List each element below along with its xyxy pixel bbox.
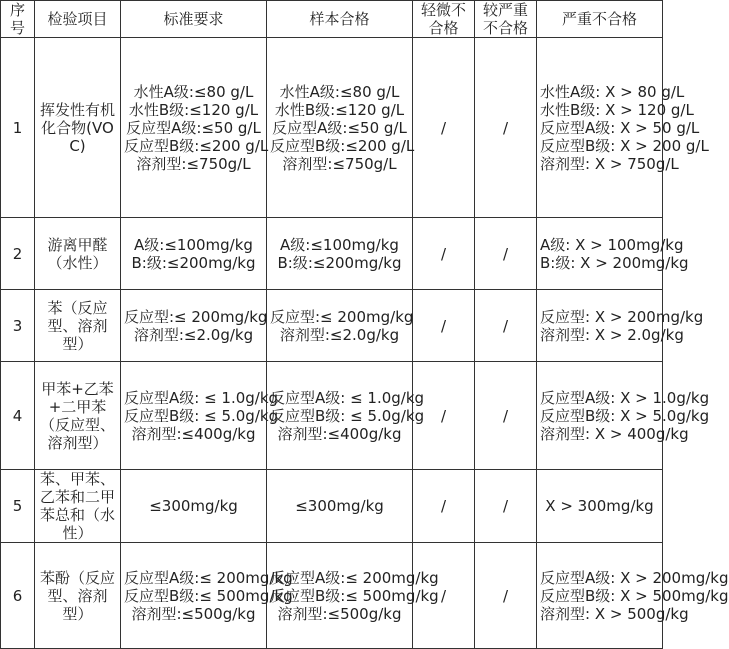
row-severe [537,362,710,470]
row-serious: / [475,543,537,649]
row-standard [121,290,267,362]
standard-line: B:级:≤200mg/kg [131,253,256,272]
severe-line: 反应型A级: X > 1.0g/kg [540,388,710,407]
row-slight: / [413,290,475,362]
row-serious: / [475,38,537,218]
row-item: 苯（反应型、溶剂型） [35,290,121,362]
row-item: 游离甲醛（水性） [35,218,121,290]
row-index: 2 [1,218,35,290]
qualified-line: 溶剂型:≤500g/kg [277,604,402,623]
standard-line: 溶剂型:≤2.0g/kg [133,325,254,344]
row-serious: / [475,218,537,290]
row-index: 4 [1,362,35,470]
row-standard [121,38,267,218]
row-standard [121,470,267,543]
row-qualified [267,543,439,649]
row-severe [537,290,704,362]
standard-line: 水性A级:≤80 g/L [133,82,254,101]
qualified-line: 反应型B级: ≤ 5.0g/kg [270,406,425,425]
row-standard [121,218,267,290]
row-index: 3 [1,290,35,362]
qualified-line: 溶剂型:≤750g/L [282,154,397,173]
header-item: 检验项目 [35,1,121,38]
row-qualified [267,218,413,290]
severe-line: 反应型B级: X > 500mg/kg [540,586,729,605]
severe-line: 溶剂型: X > 400g/kg [540,424,689,443]
row-severe [537,470,663,543]
header-qualified: 样本合格 [267,1,413,38]
row-qualified [267,290,413,362]
qualified-line: 反应型A级: ≤ 1.0g/kg [270,388,425,407]
standard-line: 反应型B级:≤200 g/L [124,136,269,155]
row-slight: / [413,218,475,290]
standard-line: 水性B级:≤120 g/L [128,100,259,119]
qualified-line: A级:≤100mg/kg [280,235,399,254]
severe-line: 水性B级: X > 120 g/L [540,100,694,119]
table-row [1,38,663,218]
row-slight: / [413,470,475,543]
standard-line: 溶剂型:≤400g/kg [131,424,256,443]
header-slight: 轻微不合格 [413,1,475,38]
severe-line: B:级: X > 200mg/kg [540,253,689,272]
header-serious: 较严重不合格 [475,1,537,38]
standard-line: 反应型A级: ≤ 1.0g/kg [124,388,279,407]
qualified-line: ≤300mg/kg [295,497,384,515]
severe-line: 反应型B级: X > 200 g/L [540,136,709,155]
standard-line: 反应型A级:≤50 g/L [126,118,261,137]
severe-line: 溶剂型: X > 750g/L [540,154,679,173]
table-row [1,218,663,290]
severe-line: 反应型B级: X > 5.0g/kg [540,406,710,425]
severe-line: A级: X > 100mg/kg [540,235,684,254]
header-index: 序号 [1,1,35,38]
header-row [1,1,663,38]
row-item: 挥发性有机化合物(VOC) [35,38,121,218]
qualified-line: B:级:≤200mg/kg [277,253,402,272]
standard-line: 反应型:≤ 200mg/kg [124,307,268,326]
row-item: 甲苯+乙苯+二甲苯（反应型、溶剂型） [35,362,121,470]
row-slight: / [413,362,475,470]
qualified-line: 反应型B级:≤200 g/L [270,136,415,155]
severe-line: 反应型A级: X > 50 g/L [540,118,700,137]
table-row [1,543,663,649]
table-row [1,362,663,470]
row-slight: / [413,38,475,218]
standard-line: 溶剂型:≤500g/kg [131,604,256,623]
row-index: 5 [1,470,35,543]
table-row [1,470,663,543]
standard-line: 反应型B级:≤ 500mg/kg [124,586,293,605]
row-standard [121,543,293,649]
severe-line: 反应型A级: X > 200mg/kg [540,568,729,587]
severe-line: 反应型: X > 200mg/kg [540,307,704,326]
qualified-line: 溶剂型:≤2.0g/kg [279,325,400,344]
row-severe [537,38,709,218]
standard-line: 溶剂型:≤750g/L [136,154,251,173]
header-standard: 标准要求 [121,1,267,38]
standard-line: ≤300mg/kg [149,497,238,515]
qualified-line: 溶剂型:≤400g/kg [277,424,402,443]
qualified-line: 反应型A级:≤50 g/L [272,118,407,137]
qualified-line: 水性A级:≤80 g/L [279,82,400,101]
row-serious: / [475,470,537,543]
severe-line: 溶剂型: X > 2.0g/kg [540,325,684,344]
row-standard [121,362,279,470]
severe-line: 水性A级: X > 80 g/L [540,82,685,101]
standard-line: 反应型A级:≤ 200mg/kg [124,568,293,587]
severe-line: X > 300mg/kg [545,497,654,515]
standard-line: A级:≤100mg/kg [134,235,253,254]
row-severe [537,543,729,649]
header-severe: 严重不合格 [537,1,663,38]
row-qualified [267,362,425,470]
qualified-line: 反应型:≤ 200mg/kg [270,307,414,326]
row-item: 苯酚（反应型、溶剂型） [35,543,121,649]
standard-line: 反应型B级: ≤ 5.0g/kg [124,406,279,425]
row-qualified [267,470,413,543]
row-qualified [267,38,413,218]
row-severe [537,218,689,290]
qualified-line: 水性B级:≤120 g/L [274,100,405,119]
qualified-line: 反应型B级:≤ 500mg/kg [270,586,439,605]
qualified-line: 反应型A级:≤ 200mg/kg [270,568,439,587]
row-index: 6 [1,543,35,649]
row-serious: / [475,290,537,362]
row-item: 苯、甲苯、乙苯和二甲苯总和（水性） [35,470,121,543]
row-serious: / [475,362,537,470]
row-slight: / [413,543,475,649]
row-index: 1 [1,38,35,218]
severe-line: 溶剂型: X > 500g/kg [540,604,689,623]
table-row [1,290,663,362]
